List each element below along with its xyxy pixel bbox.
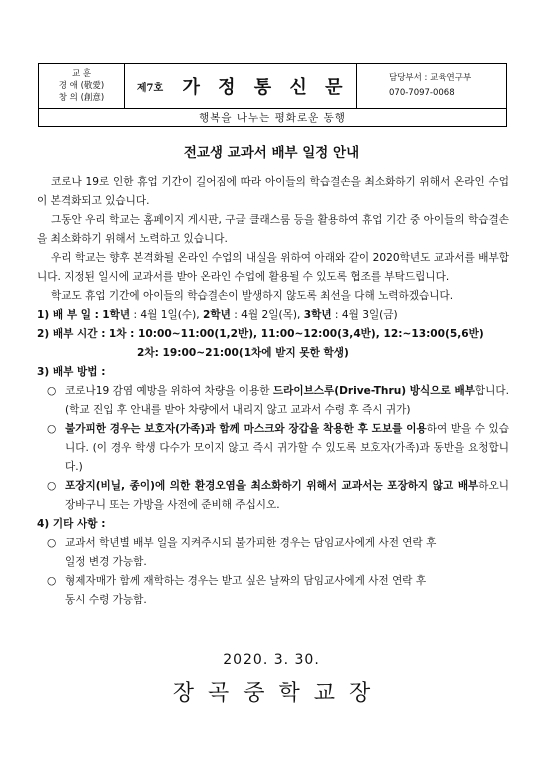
list-item [37, 572, 509, 610]
item-text: 코로나19 감염 예방을 위하여 차량을 이용한 [65, 385, 273, 397]
issue-number: 제7호 [136, 82, 164, 94]
list-item [37, 382, 509, 420]
section-date [37, 306, 509, 325]
motto-2: 창 의 (創意) [58, 93, 105, 103]
grade-1-date: : 4월 1일(수), [130, 309, 200, 321]
section-label: 2) 배부 시간 : [37, 328, 106, 340]
item-text: 하여 받을 수 있습니다. (이 경우 학생 다수가 모이지 않고 즉시 귀가할 수 있도록 보호자(가족)과 동반을 요청합니다.) [65, 423, 509, 473]
bullet-icon: ○ [47, 480, 57, 492]
school-name: 장곡중학교장 [172, 681, 385, 706]
paragraph: 우리 학교는 향후 본격화될 온라인 수업의 내실을 위하여 아래와 같이 2020학년도 교과서를 배부합니다. 지정된 일시에 교과서를 받아 온라인 수업에 활용될 수 있도록 협조를 부탁드립니다. [37, 252, 509, 283]
slogan: 행복을 나누는 평화로운 동행 [38, 109, 507, 127]
paragraph: 코로나 19로 인한 휴업 기간이 길어짐에 따라 아이들의 학습결손을 최소화하기 위해서 온라인 수업이 본격화되고 있습니다. [37, 176, 509, 207]
contact-cell [356, 64, 506, 108]
item-text: 합니다.(학교 진입 후 안내를 받아 차량에서 내리지 않고 교과서 수령 후 즉시 귀가) [65, 385, 509, 416]
list-item [37, 477, 509, 515]
motto-label: 교 훈 [71, 69, 92, 79]
bullet-icon: ○ [47, 385, 57, 397]
document-body [37, 173, 509, 610]
section-method-label: 3) 배부 방법 : [37, 366, 106, 378]
section-time [37, 325, 509, 344]
section-label: 1) 배 부 일 : [37, 309, 99, 321]
motto-cell [39, 64, 125, 108]
section-other-label: 4) 기타 사항 : [37, 518, 106, 530]
department: 담당부서 : 교육연구부 [389, 73, 472, 83]
time-slot-2: 2차: 19:00~21:00(1차에 받지 못한 학생) [137, 347, 349, 359]
grade-3: 3학년 [303, 309, 332, 321]
bullet-icon: ○ [47, 537, 57, 549]
item-emphasis: 드라이브스루(Drive-Thru) 방식으로 배부 [272, 385, 475, 397]
paragraph: 학교도 휴업 기간에 아이들의 학습결손이 발생하지 않도록 최선을 다해 노력하겠습니다. [51, 290, 454, 302]
item-emphasis: 불가피한 경우는 보호자(가족)과 함께 마스크와 장갑을 착용한 후 도보를 이용 [65, 423, 427, 435]
grade-1: 1학년 [102, 309, 131, 321]
document-title: 전교생 교과서 배부 일정 안내 [183, 145, 360, 161]
grade-3-date: : 4월 3일(금) [331, 309, 398, 321]
phone-number: 070-7097-0068 [389, 88, 455, 98]
newsletter-title: 가 정 통 신 문 [182, 77, 349, 98]
header-box [38, 63, 507, 109]
list-item [37, 534, 509, 572]
issue-date: 2020. 3. 30. [223, 652, 320, 668]
paragraph: 그동안 우리 학교는 홈페이지 게시판, 구글 클래스룸 등을 활용하여 휴업 기간 중 아이들의 학습결손을 최소화하기 위해서 노력하고 있습니다. [37, 214, 509, 245]
item-emphasis: 포장지(비닐, 종이)에 의한 환경오염을 최소화하기 위해서 교과서는 포장하지 않고 배부 [65, 480, 479, 492]
motto-1: 경 애 (敬愛) [58, 81, 105, 91]
list-item [37, 420, 509, 477]
grade-2-date: : 4월 2일(목), [230, 309, 301, 321]
item-text: 형제자매가 함께 재학하는 경우는 받고 싶은 날짜의 담임교사에게 사전 연락 후 [65, 575, 427, 587]
item-text: 동시 수령 가능함. [65, 594, 147, 606]
bullet-icon: ○ [47, 575, 57, 587]
grade-2: 2학년 [203, 309, 231, 321]
bullet-icon: ○ [47, 423, 57, 435]
item-text: 하오니 장바구니 또는 가방을 사전에 준비해 주십시오. [65, 480, 509, 511]
time-slot-1: 1차 : 10:00~11:00(1,2반), 11:00~12:00(3,4반), 12:~13:00(5,6반) [108, 328, 484, 340]
item-text: 교과서 학년별 배부 일을 지켜주시되 불가피한 경우는 담임교사에게 사전 연락 후 [65, 537, 437, 549]
item-text: 일정 변경 가능함. [65, 556, 147, 568]
